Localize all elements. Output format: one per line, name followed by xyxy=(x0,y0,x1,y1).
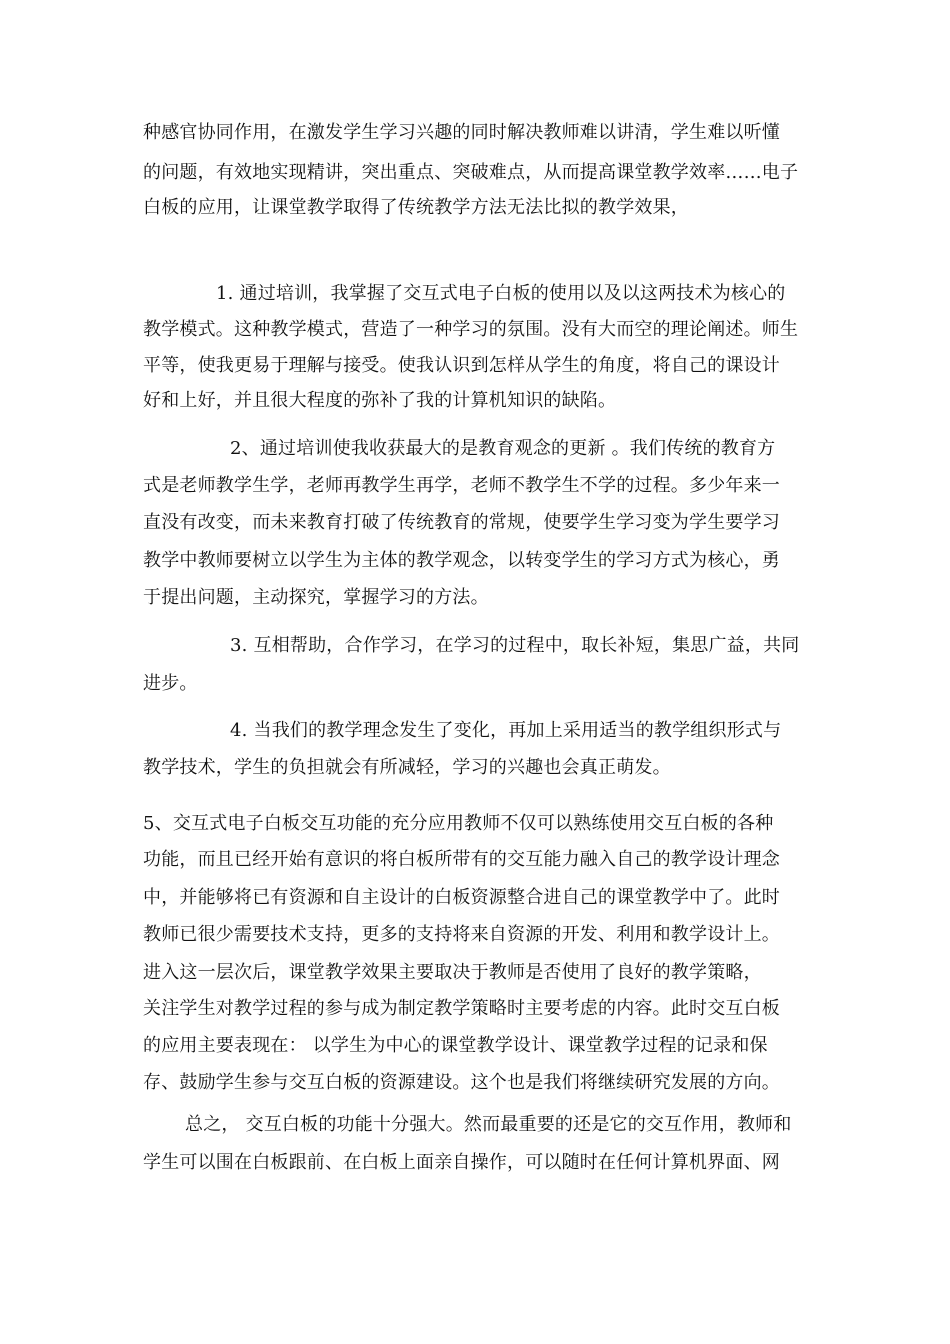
text-line: 教师已很少需要技术支持，更多的支持将来自资源的开发、利用和教学设计上。 xyxy=(143,924,780,945)
text-line: 教学模式。这种教学模式，营造了一种学习的氛围。没有大而空的理论阐述。师生 xyxy=(143,319,799,340)
text-line: 于提出问题，主动探究，掌握学习的方法。 xyxy=(143,587,489,608)
text-line: 教学技术，学生的负担就会有所减轻，学习的兴趣也会真正萌发。 xyxy=(143,757,671,778)
text-line: 功能，而且已经开始有意识的将白板所带有的交互能力融入自己的教学设计理念 xyxy=(143,849,780,870)
text-line: 4. 当我们的教学理念发生了变化，再加上采用适当的教学组织形式与 xyxy=(230,720,782,741)
text-line: 的问题，有效地实现精讲，突出重点、突破难点，从而提高课堂教学效率……电子 xyxy=(143,162,799,183)
text-line: 学生可以围在白板跟前、在白板上面亲自操作，可以随时在任何计算机界面、网 xyxy=(143,1152,780,1173)
text-line: 平等，使我更易于理解与接受。使我认识到怎样从学生的角度，将自己的课设计 xyxy=(143,355,780,376)
text-line: 教学中教师要树立以学生为主体的教学观念，以转变学生的学习方式为核心，勇 xyxy=(143,550,780,571)
text-line: 好和上好，并且很大程度的弥补了我的计算机知识的缺陷。 xyxy=(143,390,617,411)
text-line: 1. 通过培训，我掌握了交互式电子白板的使用以及以这两技术为核心的 xyxy=(216,283,786,304)
text-line: 进步。 xyxy=(143,673,198,694)
text-line: 种感官协同作用，在激发学生学习兴趣的同时解决教师难以讲清，学生难以听懂 xyxy=(143,122,780,143)
text-line: 3. 互相帮助，合作学习，在学习的过程中，取长补短，集思广益，共同 xyxy=(230,635,800,656)
text-line: 直没有改变，而未来教育打破了传统教育的常规，使要学生学习变为学生要学习 xyxy=(143,512,780,533)
text-line: 关注学生对教学过程的参与成为制定教学策略时主要考虑的内容。此时交互白板 xyxy=(143,998,780,1019)
text-line: 白板的应用，让课堂教学取得了传统教学方法无法比拟的教学效果， xyxy=(143,197,689,218)
text-line: 的应用主要表现在： 以学生为中心的课堂教学设计、课堂教学过程的记录和保 xyxy=(143,1035,768,1056)
text-line: 进入这一层次后，课堂教学效果主要取决于教师是否使用了良好的教学策略， xyxy=(143,962,762,983)
text-line: 总之， 交互白板的功能十分强大。然而最重要的还是它的交互作用，教师和 xyxy=(185,1114,792,1135)
text-line: 中，并能够将已有资源和自主设计的白板资源整合进自己的课堂教学中了。此时 xyxy=(143,887,780,908)
text-line: 2、通过培训使我收获最大的是教育观念的更新 。我们传统的教育方 xyxy=(230,438,776,459)
text-line: 5、交互式电子白板交互功能的充分应用教师不仅可以熟练使用交互白板的各种 xyxy=(143,813,774,834)
text-line: 存、鼓励学生参与交互白板的资源建设。这个也是我们将继续研究发展的方向。 xyxy=(143,1072,780,1093)
text-line: 式是老师教学生学，老师再教学生再学，老师不教学生不学的过程。多少年来一 xyxy=(143,475,780,496)
